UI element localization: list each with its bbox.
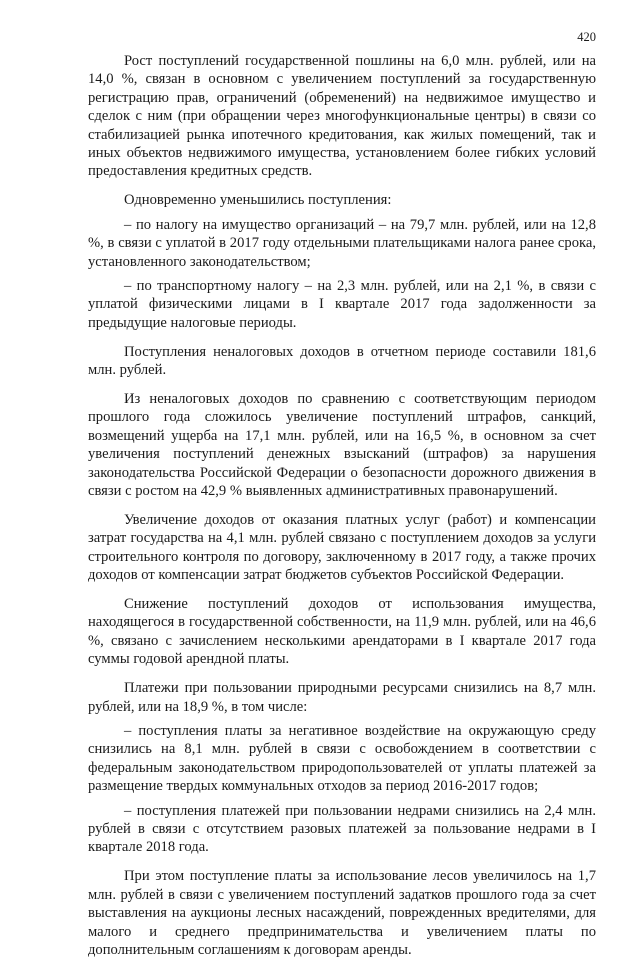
paragraph-non-tax-revenue: Поступления неналоговых доходов в отчетном периоде составили 181,6 млн. рублей. bbox=[88, 343, 596, 379]
paragraph-transport-tax: – по транспортному налогу – на 2,3 млн. рублей, или на 2,1 %, в связи с уплатой физическими лицами в I квартале 2017 года задолженности за предыдущие налоговые периоды. bbox=[88, 277, 596, 331]
paragraph-forest-use: При этом поступление платы за использование лесов увеличилось на 1,7 млн. рублей в связи с увеличением поступлений задатков прошлого года за счет выставления на аукционы лесных насаждений, поврежденных вредителями, для малого и среднего предпринимательства и увеличением платы по дополнительным соглашениям к договорам аренды. bbox=[88, 868, 596, 958]
paragraph-state-duty: Рост поступлений государственной пошлины на 6,0 млн. рублей, или на 14,0 %, связан в основном с увеличением поступлений за государственную регистрацию прав, ограничений (обременений) на недвижимое имущество и сделок с ним (при обращении через многофункциональные центры) в связи со стабилизацией рынка ипотечного кредитования, как жилых помещений, так и иных объектов недвижимого имущества, установлением более гибких условий предоставления кредитных средств. bbox=[88, 53, 596, 180]
paragraph-subsoil-use: – поступления платежей при пользовании недрами снизились на 2,4 млн. рублей в связи с отсутствием разовых платежей за пользование недрами в I квартале 2018 года. bbox=[88, 802, 596, 856]
paragraph-property-tax: – по налогу на имущество организаций – на 79,7 млн. рублей, или на 12,8 %, в связи с уплатой в 2017 году отдельными плательщиками налога ранее срока, установленного законодательством; bbox=[88, 216, 596, 270]
document-body bbox=[88, 52, 596, 970]
paragraph-paid-services: Увеличение доходов от оказания платных услуг (работ) и компенсации затрат государства на 4,1 млн. рублей связано с поступлением доходов за услуги строительного контроля по договору, заключенному в 2017 году, а также прочих доходов от компенсации затрат бюджетов субъектов Российской Федерации. bbox=[88, 511, 596, 584]
paragraph-property-use: Снижение поступлений доходов от использования имущества, находящегося в государственной собственности, на 11,9 млн. рублей, или на 46,6 %, связано с зачислением несколькими арендаторами в I квартале 2017 года суммы годовой арендной платы. bbox=[88, 596, 596, 668]
paragraph-environmental-fee: – поступления платы за негативное воздействие на окружающую среду снизились на 8,1 млн. рублей в связи с освобождением в соответствии с федеральным законодательством природопользователей от уплаты платежей за размещение твердых коммунальных отходов за период 2016-2017 годов; bbox=[88, 723, 596, 795]
paragraph-fines: Из неналоговых доходов по сравнению с соответствующим периодом прошлого года сложилось увеличение поступлений штрафов, санкций, возмещений ущерба на 17,1 млн. рублей, или на 16,5 %, в основном за счет увеличения поступлений денежных взысканий (штрафов) за нарушения законодательства Российской Федерации о безопасности дорожного движения в связи с ростом на 42,9 % выявленных административных правонарушений. bbox=[88, 391, 596, 500]
paragraph-natural-resources: Платежи при пользовании природными ресурсами снизились на 8,7 млн. рублей, или на 18,9 %, в том числе: bbox=[88, 680, 596, 715]
paragraph-decrease-intro: Одновременно уменьшились поступления: bbox=[124, 192, 392, 209]
page-number: 420 bbox=[577, 30, 596, 44]
